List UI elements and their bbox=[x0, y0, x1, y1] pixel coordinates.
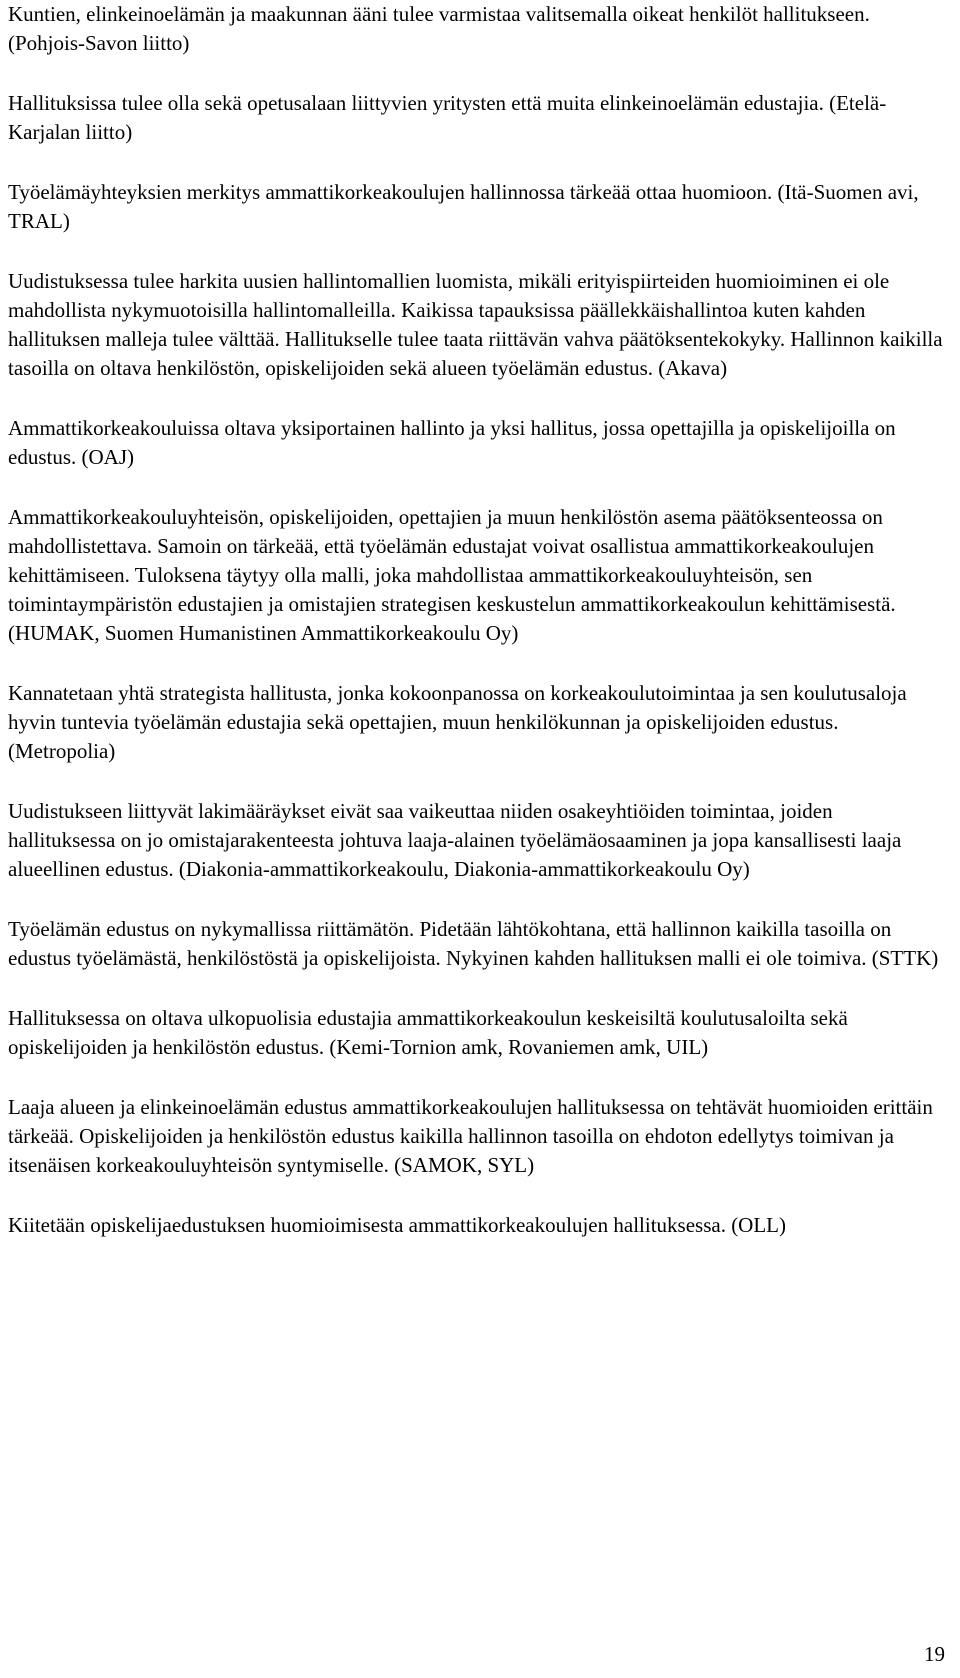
paragraph: Kiitetään opiskelijaedustuksen huomioimisesta ammattikorkeakoulujen hallituksessa. (OLL) bbox=[8, 1213, 786, 1237]
paragraph: Kannatetaan yhtä strategista hallitusta, jonka kokoonpanossa on korkeakoulutoimintaa ja sen koulutusaloja hyvin tuntevia työelämän edustajia sekä opettajien, muun henkilökunnan ja opiskelijoiden edustus. (Metropolia) bbox=[8, 681, 907, 763]
paragraph: Kuntien, elinkeinoelämän ja maakunnan ääni tulee varmistaa valitsemalla oikeat henkilöt hallitukseen. (Pohjois-Savon liitto) bbox=[8, 2, 870, 55]
paragraph: Uudistukseen liittyvät lakimääräykset eivät saa vaikeuttaa niiden osakeyhtiöiden toimintaa, joiden hallituksessa on jo omistajarakenteesta johtuva laaja-alainen työelämäosaaminen ja jopa kansallisesti laaja alueellinen edustus. (Diakonia-ammattikorkeakoulu, Diakonia-ammattikorkeakoulu Oy) bbox=[8, 799, 902, 881]
paragraph: Ammattikorkeakouluissa oltava yksiportainen hallinto ja yksi hallitus, jossa opettajilla ja opiskelijoilla on edustus. (OAJ) bbox=[8, 416, 896, 469]
paragraph: Työelämän edustus on nykymallissa riittämätön. Pidetään lähtökohtana, että hallinnon kaikilla tasoilla on edustus työelämästä, henkilöstöstä ja opiskelijoista. Nykyinen kahden hallituksen malli ei ole toimiva. (STTK) bbox=[8, 917, 939, 970]
paragraph: Hallituksessa on oltava ulkopuolisia edustajia ammattikorkeakoulun keskeisiltä koulutusaloilta sekä opiskelijoiden ja henkilöstön edustus. (Kemi-Tornion amk, Rovaniemen amk, UIL) bbox=[8, 1006, 848, 1059]
paragraph: Hallituksissa tulee olla sekä opetusalaan liittyvien yritysten että muita elinkeinoelämän edustajia. (Etelä-Karjalan liitto) bbox=[8, 91, 887, 144]
paragraph: Laaja alueen ja elinkeinoelämän edustus ammattikorkeakoulujen hallituksessa on tehtävät huomioiden erittäin tärkeää. Opiskelijoiden ja henkilöstön edustus kaikilla hallinnon tasoilla on ehdoton edellytys toimivan ja itsenäisen korkeakouluyhteisön syntymiselle. (SAMOK, SYL) bbox=[8, 1095, 933, 1177]
document-body bbox=[8, 0, 944, 1271]
page-number: 19 bbox=[924, 1642, 945, 1666]
paragraph: Ammattikorkeakouluyhteisön, opiskelijoiden, opettajien ja muun henkilöstön asema päätöksenteossa on mahdollistettava. Samoin on tärkeää, että työelämän edustajat voivat osallistua ammattikorkeakoulujen kehittämiseen. Tuloksena täytyy olla malli, joka mahdollistaa ammattikorkeakouluyhteisön, sen toimintaympäristön edustajien ja omistajien strategisen keskustelun ammattikorkeakoulun kehittämisestä. (HUMAK, Suomen Humanistinen Ammattikorkeakoulu Oy) bbox=[8, 505, 896, 645]
paragraph: Työelämäyhteyksien merkitys ammattikorkeakoulujen hallinnossa tärkeää ottaa huomioon. (Itä-Suomen avi, TRAL) bbox=[8, 180, 919, 233]
paragraph: Uudistuksessa tulee harkita uusien hallintomallien luomista, mikäli erityispiirteiden huomioiminen ei ole mahdollista nykymuotoisilla hallintomalleilla. Kaikissa tapauksissa päällekkäishallintoa kuten kahden hallituksen malleja tulee välttää. Hallitukselle tulee taata riittävän vahva päätöksentekokyky. Hallinnon kaikilla tasoilla on oltava henkilöstön, opiskelijoiden sekä alueen työelämän edustus. (Akava) bbox=[8, 269, 943, 380]
